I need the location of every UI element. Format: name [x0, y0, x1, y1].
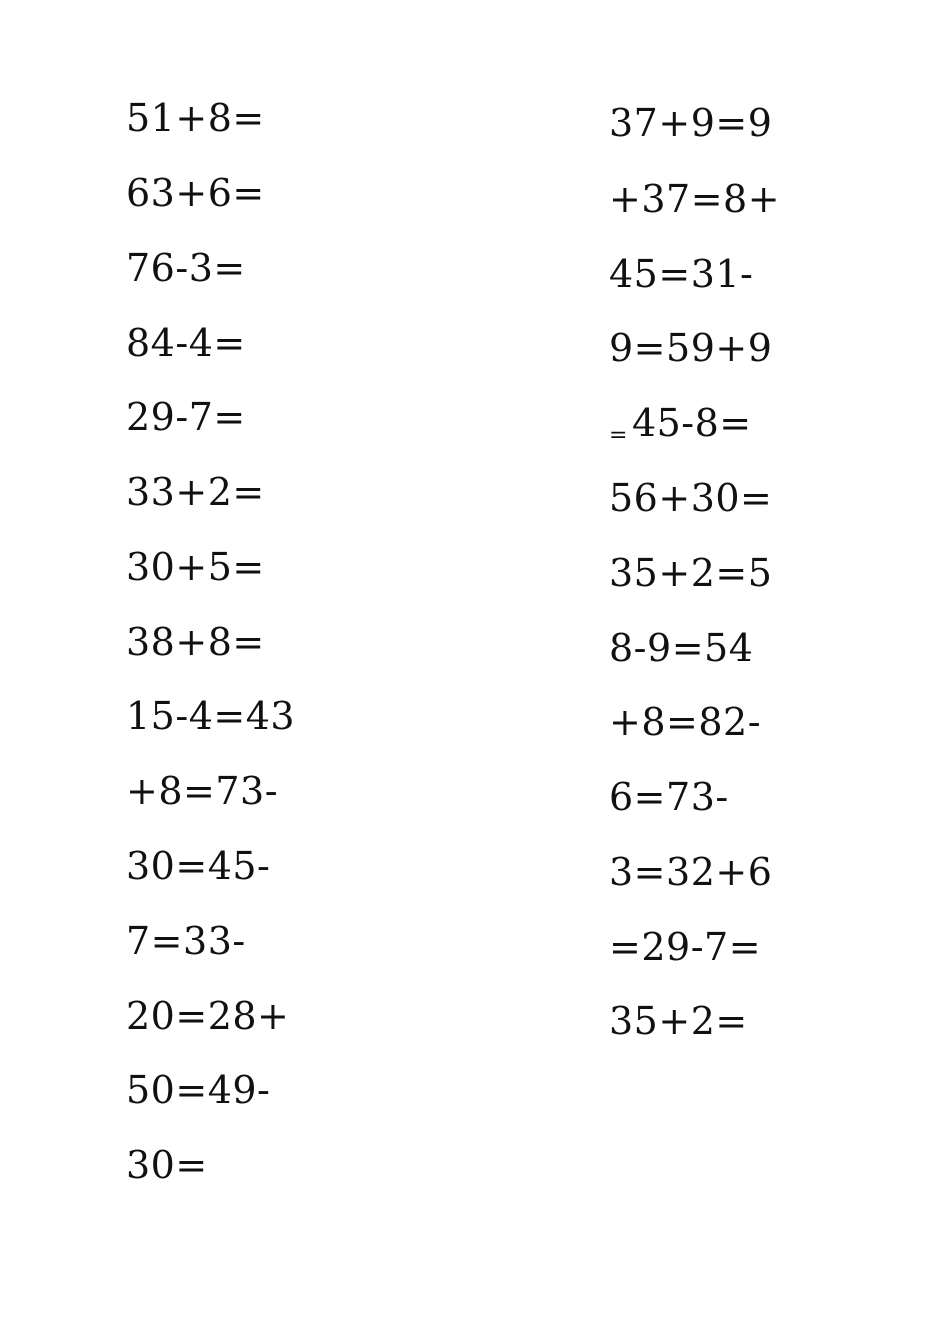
equation-line: 30=	[126, 1143, 208, 1187]
equation-line: 63+6=	[126, 171, 265, 215]
equation-text: 45-8=	[631, 401, 752, 445]
equation-line: 37+9=9	[609, 101, 773, 145]
equation-line: 6=73-	[609, 775, 729, 819]
equation-line: 35+2=	[609, 999, 748, 1043]
equation-line: 45=31-	[609, 252, 754, 296]
equation-line: 15-4=43	[126, 694, 296, 738]
equation-line: +8=73-	[126, 769, 279, 813]
equation-line: 20=28+	[126, 994, 290, 1038]
equation-line: =29-7=	[609, 925, 762, 969]
equation-line: 50=49-	[126, 1068, 271, 1112]
equation-line: 3=32+6	[609, 850, 773, 894]
equation-line: 9=59+9	[609, 326, 773, 370]
equation-line: 8-9=54	[609, 626, 754, 670]
equation-line: +37=8+	[609, 177, 781, 221]
equation-line: 35+2=5	[609, 551, 773, 595]
equation-line: 56+30=	[609, 476, 773, 520]
equation-line: 84-4=	[126, 321, 246, 365]
equation-line: 38+8=	[126, 620, 265, 664]
equation-line: 30+5=	[126, 545, 265, 589]
equation-line: 29-7=	[126, 395, 246, 439]
equation-line-with-mark	[609, 397, 752, 449]
equation-line: +8=82-	[609, 700, 762, 744]
small-equals-mark: =	[609, 423, 628, 448]
equation-line: 51+8=	[126, 96, 265, 140]
equation-line: 7=33-	[126, 919, 246, 963]
equation-line: 33+2=	[126, 470, 265, 514]
equation-line: 30=45-	[126, 844, 271, 888]
equation-line: 76-3=	[126, 246, 246, 290]
